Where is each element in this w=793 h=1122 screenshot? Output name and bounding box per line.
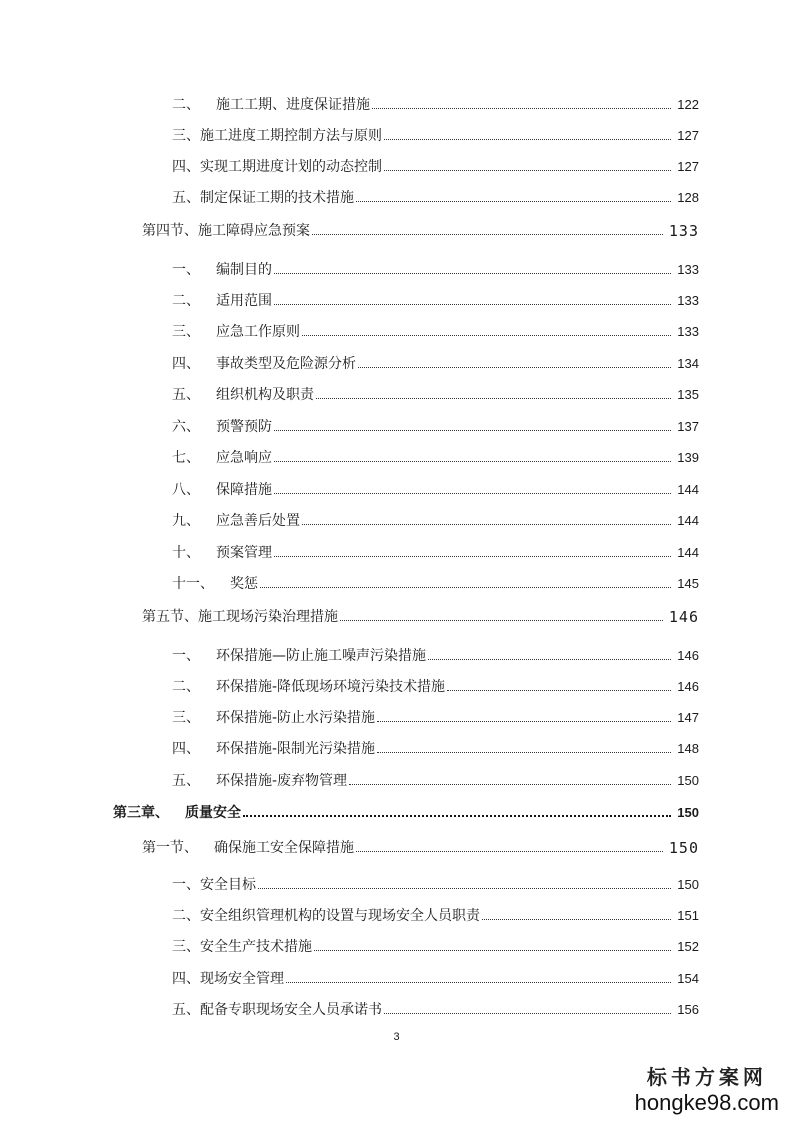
toc-entry-page: 156	[677, 1002, 699, 1017]
toc-entry[interactable]	[172, 704, 699, 728]
leader-dots	[258, 888, 671, 889]
toc-entry-title: 六、 预警预防	[172, 419, 272, 435]
leader-dots	[428, 659, 671, 660]
toc-entry[interactable]	[172, 965, 699, 989]
toc-entry[interactable]	[172, 413, 699, 437]
toc-entry-title: 二、安全组织管理机构的设置与现场安全人员职责	[172, 908, 480, 924]
toc-entry[interactable]	[172, 184, 699, 208]
toc-entry-page: 137	[677, 419, 699, 434]
toc-entry-page: 133	[668, 222, 699, 240]
toc-entry-page: 128	[677, 190, 699, 205]
leader-dots	[482, 919, 671, 920]
leader-dots	[274, 493, 671, 494]
toc-entry-page: 154	[677, 971, 699, 986]
leader-dots	[356, 851, 663, 852]
leader-dots	[274, 430, 671, 431]
leader-dots	[274, 273, 671, 274]
toc-entry[interactable]	[172, 735, 699, 759]
toc-entry-page: 150	[677, 773, 699, 788]
toc-entry[interactable]	[172, 539, 699, 563]
toc-entry[interactable]	[172, 350, 699, 374]
toc-entry-title: 二、 施工工期、进度保证措施	[172, 97, 370, 113]
toc-entry[interactable]	[172, 507, 699, 531]
leader-dots	[377, 721, 671, 722]
toc-entry[interactable]	[172, 287, 699, 311]
toc-entry-title: 四、现场安全管理	[172, 971, 284, 987]
toc-entry-page: 133	[677, 262, 699, 277]
toc-entry-page: 152	[677, 939, 699, 954]
toc-entry-page: 150	[668, 839, 699, 857]
toc-entry-title: 五、制定保证工期的技术措施	[172, 190, 354, 206]
toc-entry[interactable]	[172, 153, 699, 177]
toc-entry-page: 150	[677, 805, 699, 820]
watermark-name: 标书方案网	[646, 1065, 767, 1089]
toc-entry-page: 139	[677, 450, 699, 465]
toc-entry-title: 五、配备专职现场安全人员承诺书	[172, 1002, 382, 1018]
toc-entry-title: 第三章、 质量安全	[113, 805, 241, 821]
leader-dots	[302, 335, 671, 336]
toc-entry-title: 四、 环保措施-限制光污染措施	[172, 741, 376, 757]
leader-dots	[274, 461, 671, 462]
toc-entry-title: 五、 环保措施-废弃物管理	[172, 773, 348, 789]
toc-entry-title: 八、 保障措施	[172, 482, 272, 498]
toc-entry-page: 145	[677, 576, 699, 591]
toc-entry[interactable]	[172, 444, 699, 468]
toc-entry-title: 第四节、施工障碍应急预案	[142, 223, 310, 239]
toc-entry-page: 144	[677, 482, 699, 497]
toc-entry[interactable]	[172, 933, 699, 957]
leader-dots	[286, 982, 671, 983]
toc-entry[interactable]	[172, 642, 699, 666]
leader-dots	[384, 1013, 671, 1014]
toc-entry-title: 三、安全生产技术措施	[172, 939, 312, 955]
toc-entry[interactable]	[172, 256, 699, 280]
toc-entry-page: 133	[677, 293, 699, 308]
leader-dots	[312, 234, 663, 235]
toc-entry-page: 148	[677, 741, 699, 756]
leader-dots	[302, 524, 671, 525]
toc-entry-page: 144	[677, 545, 699, 560]
toc-entry-page: 133	[677, 324, 699, 339]
toc-entry-page: 146	[668, 608, 699, 626]
toc-entry-title: 十、 预案管理	[172, 545, 272, 561]
leader-dots	[356, 201, 671, 202]
toc-entry-title: 二、 适用范围	[172, 293, 272, 309]
toc-entry[interactable]	[172, 476, 699, 500]
toc-entry[interactable]	[172, 902, 699, 926]
leader-dots	[447, 690, 671, 691]
toc-entry[interactable]	[172, 767, 699, 791]
watermark	[635, 1061, 779, 1116]
toc-entry-title: 九、 应急善后处置	[172, 513, 300, 529]
toc-entry-title: 三、 环保措施-防止水污染措施	[172, 710, 376, 726]
toc-entry-title: 第五节、施工现场污染治理措施	[142, 609, 338, 625]
toc-entry[interactable]	[172, 996, 699, 1020]
toc-entry-page: 135	[677, 387, 699, 402]
toc-entry[interactable]	[172, 570, 699, 594]
toc-entry-page: 151	[677, 908, 699, 923]
leader-dots	[372, 108, 671, 109]
toc-entry-title: 十一、 奖惩	[172, 576, 258, 592]
leader-dots	[377, 752, 671, 753]
toc-entry[interactable]	[172, 871, 699, 895]
toc-entry-title: 一、 编制目的	[172, 262, 272, 278]
watermark-url: hongke98.com	[634, 1090, 779, 1115]
toc-entry-title: 三、 应急工作原则	[172, 324, 300, 340]
leader-dots	[316, 398, 671, 399]
toc-section-entry[interactable]	[142, 217, 699, 241]
toc-entry-title: 五、 组织机构及职责	[172, 387, 314, 403]
toc-section-entry[interactable]	[142, 603, 699, 627]
leader-dots	[243, 815, 671, 817]
toc-entry-title: 一、安全目标	[172, 877, 256, 893]
toc-entry-page: 127	[677, 128, 699, 143]
toc-entry[interactable]	[172, 318, 699, 342]
toc-entry-page: 134	[677, 356, 699, 371]
toc-entry[interactable]	[172, 91, 699, 115]
toc-entry-page: 144	[677, 513, 699, 528]
toc-entry-title: 七、 应急响应	[172, 450, 272, 466]
toc-entry-page: 146	[677, 679, 699, 694]
toc-entry[interactable]	[172, 381, 699, 405]
leader-dots	[384, 139, 671, 140]
toc-entry-title: 三、施工进度工期控制方法与原则	[172, 128, 382, 144]
leader-dots	[274, 304, 671, 305]
toc-entry-page: 150	[677, 877, 699, 892]
leader-dots	[358, 367, 671, 368]
toc-entry-page: 147	[677, 710, 699, 725]
toc-entry[interactable]	[172, 122, 699, 146]
toc-entry-title: 二、 环保措施-降低现场环境污染技术措施	[172, 679, 446, 695]
toc-section-entry[interactable]	[142, 834, 699, 858]
toc-entry-title: 四、实现工期进度计划的动态控制	[172, 159, 382, 175]
leader-dots	[260, 587, 671, 588]
toc-entry-title: 第一节、 确保施工安全保障措施	[142, 840, 354, 856]
toc-entry-page: 127	[677, 159, 699, 174]
toc-entry-title: 四、 事故类型及危险源分析	[172, 356, 356, 372]
toc-entry-page: 146	[677, 648, 699, 663]
leader-dots	[340, 620, 663, 621]
toc-chapter-entry[interactable]	[113, 799, 699, 823]
toc-entry[interactable]	[172, 673, 699, 697]
toc-entry-page: 122	[677, 97, 699, 112]
leader-dots	[314, 950, 671, 951]
leader-dots	[384, 170, 671, 171]
leader-dots	[349, 784, 671, 785]
leader-dots	[274, 556, 671, 557]
page-number: 3	[393, 1031, 400, 1043]
toc-entry-title: 一、 环保措施—防止施工噪声污染措施	[172, 648, 426, 664]
